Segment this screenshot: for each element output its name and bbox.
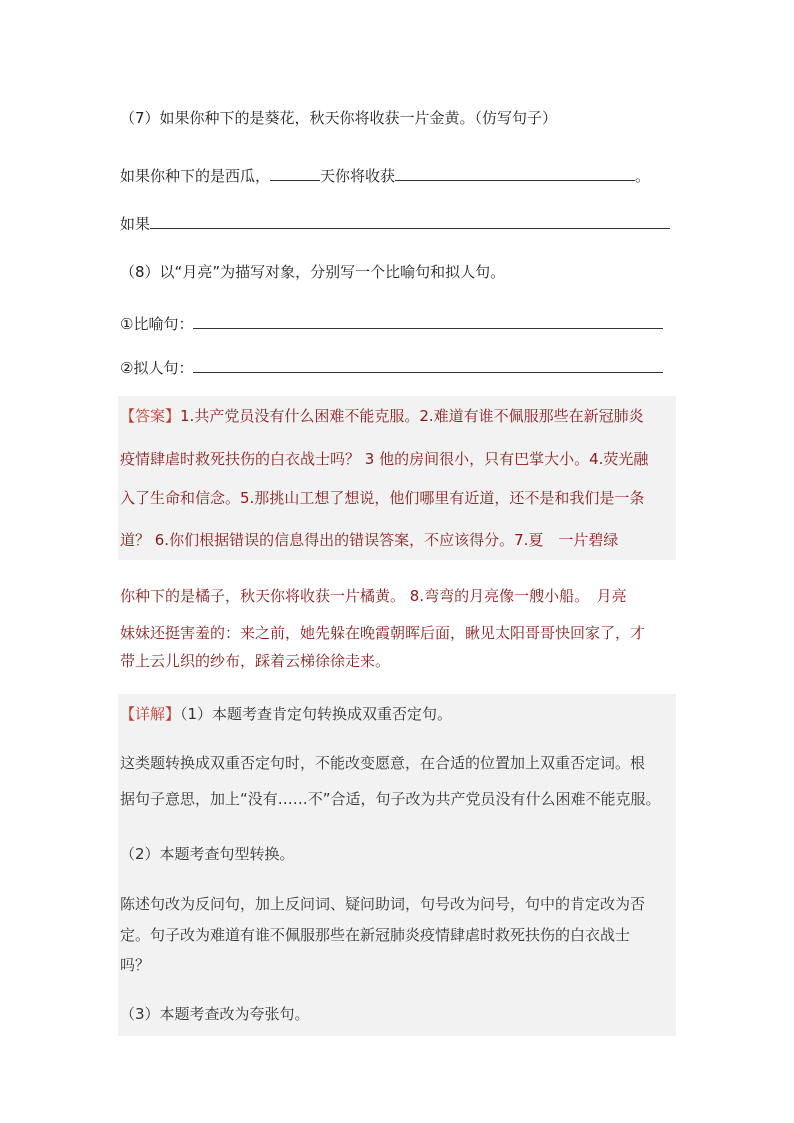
detail-p4-line-3: 吗？ <box>120 956 151 974</box>
q8-prompt: （8）以“月亮”为描写对象，分别写一个比喻句和拟人句。 <box>120 263 506 281</box>
q7-blank-season[interactable] <box>270 164 320 181</box>
detail-p1-text: （1）本题考查肯定句转换成双重否定句。 <box>180 705 453 723</box>
detail-p2-line-2: 据句子意思，加上“没有……不”合适，句子改为共产党员没有什么困难不能克服。 <box>120 790 661 808</box>
q7-prompt: （7）如果你种下的是葵花，秋天你将收获一片金黄。（仿写句子） <box>120 109 558 127</box>
detail-p2-line-1: 这类题转换成双重否定句时，不能改变愿意，在合适的位置加上双重否定词。根 <box>120 754 646 772</box>
answer-line-5: 你种下的是橘子，秋天你将收获一片橘黄。 8.弯弯的月亮像一艘小船。 月亮 <box>120 587 627 605</box>
detail-background <box>118 694 676 1036</box>
q7-line1 <box>120 164 650 186</box>
q7-line1-start: 如果你种下的是西瓜， <box>120 167 271 185</box>
q8-personify-row <box>120 356 663 378</box>
q8-metaphor-blank[interactable] <box>193 312 663 329</box>
answer-line-4: 道？ 6.你们根据错误的信息得出的错误答案，不应该得分。7.夏 一片碧绿 <box>120 531 619 549</box>
answer-line-6: 妹妹还挺害羞的：来之前，她先躲在晚霞朝晖后面，瞅见太阳哥哥快回家了，才 <box>120 624 646 642</box>
answer-line-2: 疫情肆虐时救死扶伤的白衣战士吗？ 3 他的房间很小，只有巴掌大小。4.荧光融 <box>120 450 649 468</box>
detail-p3: （2）本题考查句型转换。 <box>120 845 295 863</box>
detail-p4-line-2: 定。句子改为难道有谁不佩服那些在新冠肺炎疫情肆虐时救死扶伤的白衣战士 <box>120 926 631 944</box>
q8-metaphor-row <box>120 312 663 334</box>
answer-line-3: 入了生命和信念。5.那挑山工想了想说，他们哪里有近道，还不是和我们是一条 <box>120 489 645 507</box>
q7-blank-full[interactable] <box>150 212 670 229</box>
detail-p1 <box>120 704 676 724</box>
detail-tag: 【详解】 <box>120 705 181 723</box>
answer-line-1 <box>120 406 676 426</box>
q7-blank-harvest[interactable] <box>395 164 635 181</box>
q8-metaphor-label: ①比喻句： <box>120 315 194 333</box>
detail-p4-line-1: 陈述句改为反问句，加上反问词、疑问助词，句号改为问号，句中的肯定改为否 <box>120 895 646 913</box>
q7-line1-end: 。 <box>635 167 651 185</box>
q7-line2 <box>120 212 670 234</box>
answer-line-7: 带上云儿织的纱布，踩着云梯徐徐走来。 <box>120 652 391 670</box>
q8-personify-blank[interactable] <box>193 356 663 373</box>
q8-personify-label: ②拟人句： <box>120 359 194 377</box>
answer-tag: 【答案】 <box>120 407 181 425</box>
detail-p5: （3）本题考查改为夸张句。 <box>120 1005 310 1023</box>
q7-line2-start: 如果 <box>120 215 151 233</box>
q7-line1-mid: 天你将收获 <box>320 167 396 185</box>
answer-text-1: 1.共产党员没有什么困难不能克服。2.难道有谁不佩服那些在新冠肺炎 <box>180 407 644 425</box>
